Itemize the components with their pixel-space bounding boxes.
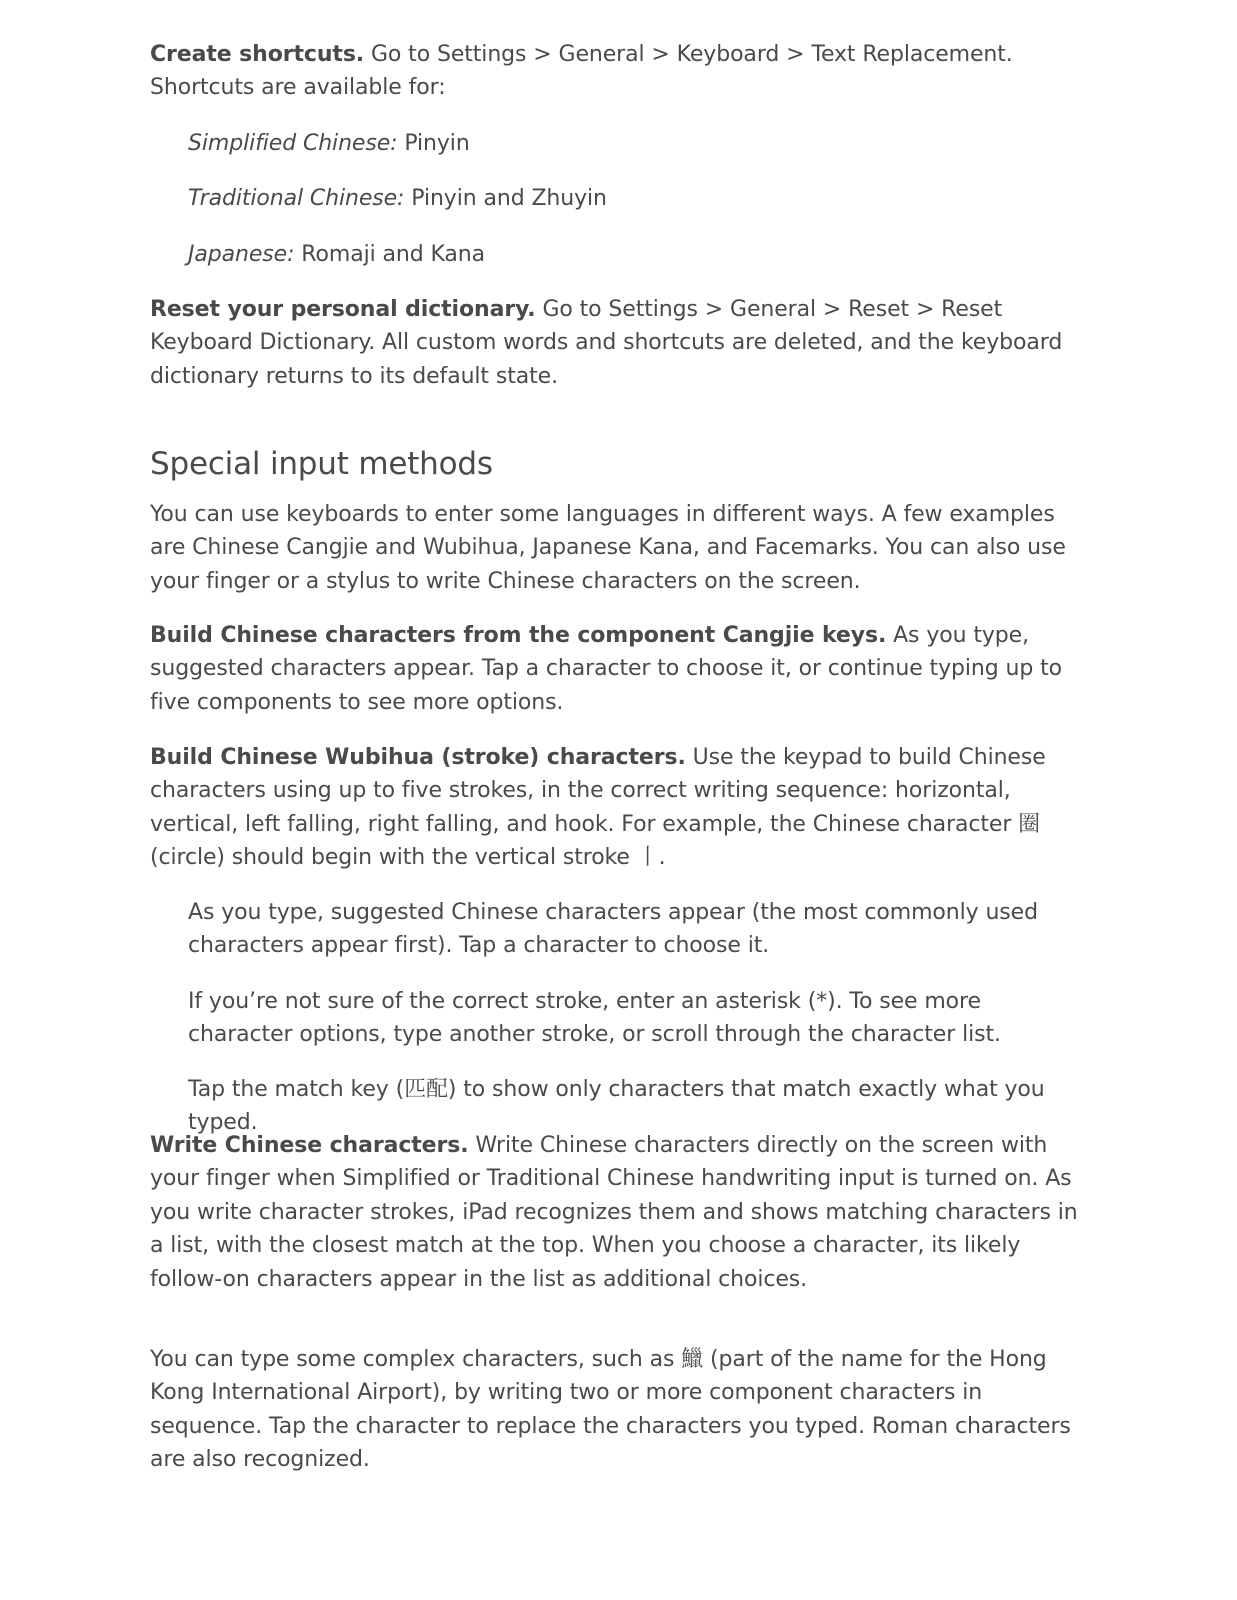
shortcuts-lead: Create shortcuts. [150,42,365,67]
cangjie-lead: Build Chinese characters from the component Cangjie keys. [150,623,887,648]
shortcut-item-label: Japanese: [188,242,295,267]
shortcut-item-text: Pinyin and Zhuyin [404,186,607,211]
shortcut-item-japanese [188,238,1085,271]
section-heading: Special input methods [150,446,493,482]
wubihua-paragraph [150,741,1085,875]
reset-dictionary-paragraph [150,293,1085,393]
shortcut-item-text: Romaji and Kana [294,242,486,267]
wubihua-body: Use the keypad to build Chinese characters using up to five strokes, in the correct writing sequence: horizontal, vertical, left falling, right falling, and hook. For example, the Chinese character 圈 (circle) should begin with the vertical stroke 丨. [150,745,1046,871]
shortcut-item-label: Traditional Chinese: [188,186,405,211]
reset-body: Go to Settings > General > Reset > Reset Keyboard Dictionary. All custom words and shortcuts are deleted, and the keyboard dictionary returns to its default state. [150,297,1063,389]
handwriting-body: Write Chinese characters directly on the screen with your finger when Simplified or Traditional Chinese handwriting input is turned on. As you write character strokes, iPad recognizes them and shows matching characters in a list, with the closest match at the top. When you choose a character, its likely follow-on characters appear in the list as additional choices. [150,1133,1078,1292]
section-intro-paragraph: You can use keyboards to enter some languages in different ways. A few examples are Chinese Cangjie and Wubihua, Japanese Kana, and Facemarks. You can also use your finger or a stylus to write Chinese characters on the screen. [150,502,1066,594]
wubihua-note: Tap the match key (匹配) to show only characters that match exactly what you typed. [188,1077,1045,1136]
wubihua-note: If you’re not sure of the correct stroke, enter an asterisk (*). To see more character options, type another stroke, or scroll through the character list. [188,989,1001,1048]
shortcut-item-simplified [188,127,1085,160]
shortcut-item-label: Simplified Chinese: [188,131,398,156]
wubihua-lead: Build Chinese Wubihua (stroke) characters. [150,745,686,770]
shortcut-item-text: Pinyin [397,131,470,156]
reset-lead: Reset your personal dictionary. [150,297,536,322]
shortcut-item-traditional [188,182,1085,215]
cangjie-paragraph [150,619,1085,719]
cangjie-body: As you type, suggested characters appear. Tap a character to choose it, or continue typing up to five components to see more options. [150,623,1062,715]
handwriting-lead: Write Chinese characters. [150,1133,469,1158]
complex-characters-paragraph: You can type some complex characters, such as 鱲 (part of the name for the Hong Kong International Airport), by writing two or more component characters in sequence. Tap the character to replace the characters you typed. Roman characters are also recognized. [150,1347,1071,1473]
wubihua-note: As you type, suggested Chinese characters appear (the most commonly used characters appear first). Tap a character to choose it. [188,900,1038,959]
shortcuts-body: Go to Settings > General > Keyboard > Text Replacement. Shortcuts are available for: [150,42,1013,101]
shortcuts-paragraph [150,38,1085,105]
handwriting-paragraph [150,1129,1085,1296]
